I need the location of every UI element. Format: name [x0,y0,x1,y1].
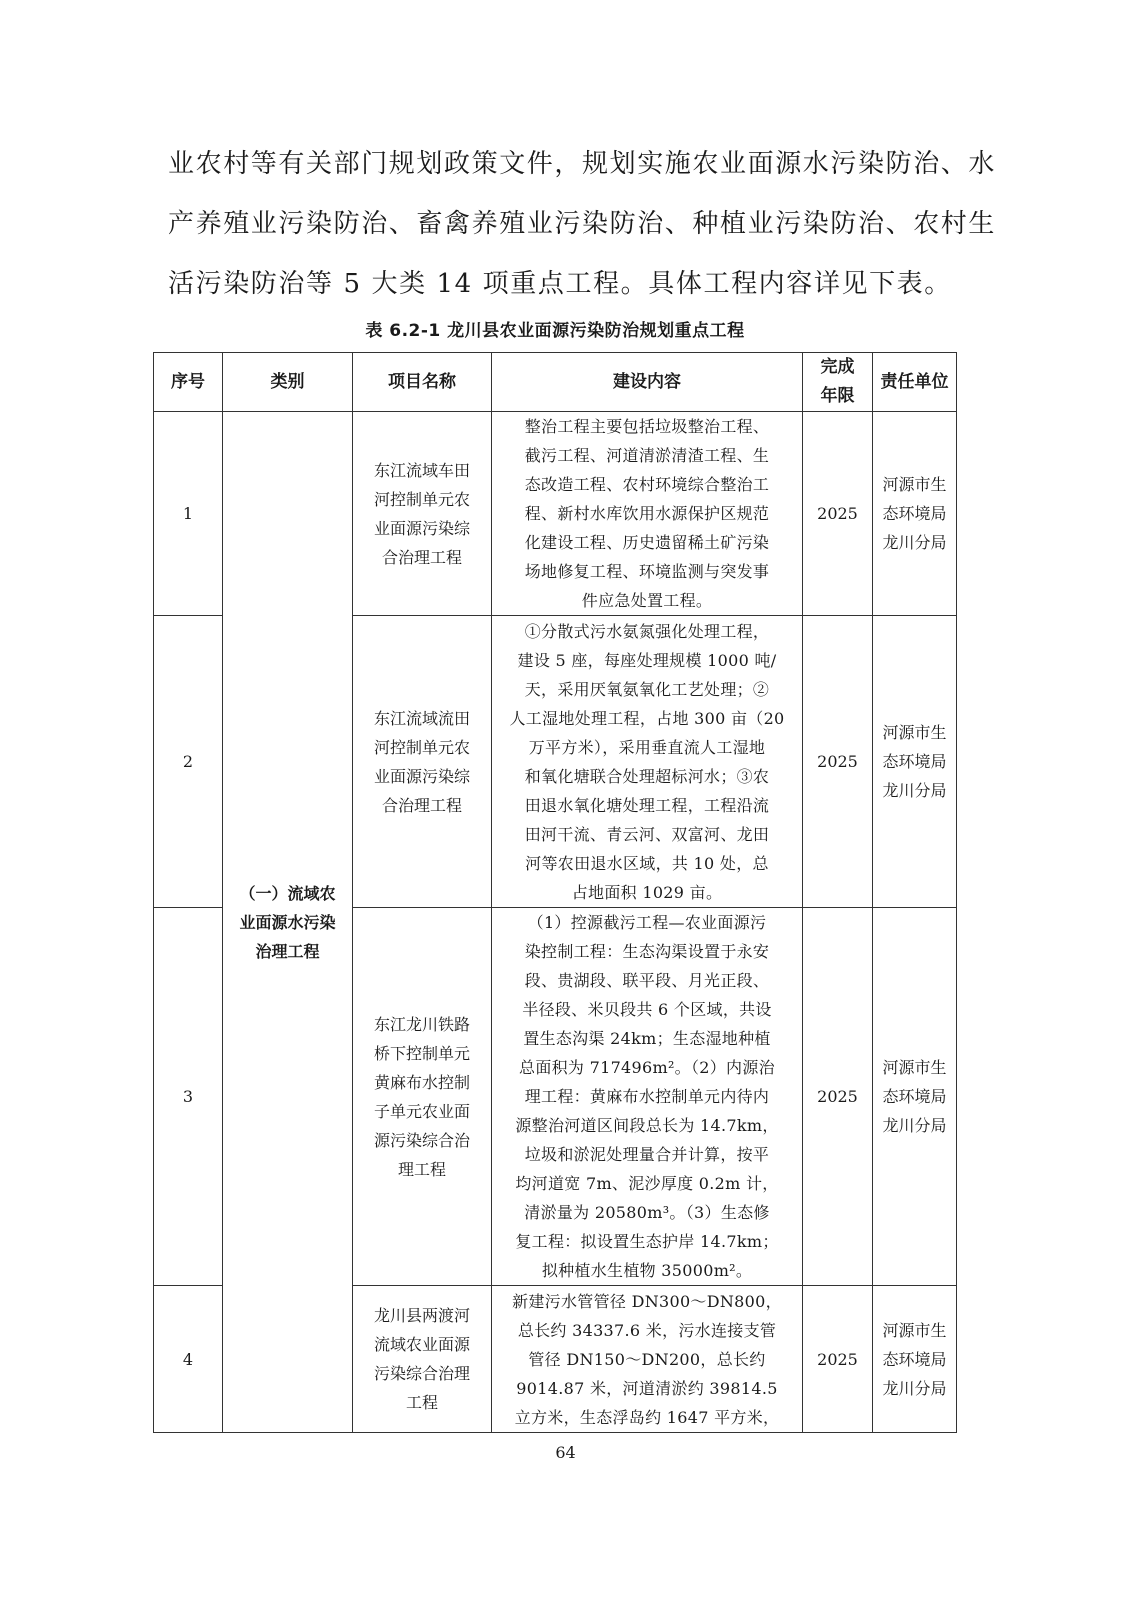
content-line: 立方米，生态浮岛约 1647 平方米， [514,1407,780,1427]
page-number: 64 [555,1443,576,1462]
content-line: 管径 DN150～DN200，总长约 [528,1349,766,1369]
content-line: 新建污水管管径 DN300～DN800， [512,1291,782,1311]
content-line: 和氧化塘联合处理超标河水；③农 [524,766,770,786]
content-line: 半径段、米贝段共 6 个区域，共设 [522,1000,772,1019]
content-line: 程、新村水库饮用水源保护区规范 [524,504,770,523]
header-seq: 序号 [154,353,223,412]
unit-line: 龙川分局 [882,781,947,800]
name-line: 源污染综合治 [373,1130,470,1150]
cell-content [492,908,803,1286]
content-line: 河等农田退水区域，共 10 处，总 [525,853,769,873]
intro-paragraph [168,134,997,314]
cell-project-name [353,908,492,1286]
name-line: 东江龙川铁路 [373,1014,470,1034]
content-line: 源整治河道区间段总长为 14.7km， [515,1116,779,1135]
cell-year: 2025 [803,1286,873,1433]
header-deadline [803,353,873,412]
content-line: 占地面积 1029 亩。 [571,882,723,902]
paragraph-line: 活污染防治等 5 大类 14 项重点工程。具体工程内容详见下表。 [168,269,952,299]
unit-line: 态环境局 [882,1349,947,1369]
content-line: 件应急处置工程。 [581,591,713,610]
unit-line: 河源市生 [882,723,947,742]
projects-table [153,352,957,1433]
content-line: 清淤量为 20580m³。（3）生态修 [524,1203,770,1222]
paragraph-line: 业农村等有关部门规划政策文件，规划实施农业面源水污染防治、水 [168,149,997,179]
unit-line: 态环境局 [882,752,947,771]
header-name: 项目名称 [353,353,492,412]
unit-line: 河源市生 [882,1058,947,1077]
content-line: 田退水氧化塘处理工程，工程沿流 [524,795,770,815]
content-line: 万平方米），采用垂直流人工湿地 [528,737,766,757]
header-category: 类别 [223,353,353,412]
cell-unit [873,412,957,616]
table-header-row [154,353,957,412]
cell-project-name [353,1286,492,1433]
paragraph-line: 产养殖业污染防治、畜禽养殖业污染防治、种植业污染防治、农村生 [168,209,997,239]
content-line: 段、贵湖段、联平段、月光正段、 [524,971,770,990]
cell-seq: 2 [154,616,223,908]
cell-category [223,412,353,1433]
cell-year: 2025 [803,412,873,616]
cell-seq: 4 [154,1286,223,1433]
content-line: （1）控源截污工程—农业面源污 [527,913,767,932]
content-line: 复工程：拟设置生态护岸 14.7km； [515,1232,779,1251]
unit-line: 河源市生 [882,1320,947,1340]
category-line: 业面源水污染 [239,912,336,932]
cell-unit [873,1286,957,1433]
content-line: 建设 5 座，每座处理规模 1000 吨/ [517,650,777,670]
content-line: 9014.87 米，河道清淤约 39814.5 [516,1378,778,1398]
cell-year: 2025 [803,616,873,908]
content-line: 染控制工程：生态沟渠设置于永安 [524,942,770,961]
content-line: 垃圾和淤泥处理量合并计算，按平 [524,1145,770,1164]
cell-unit [873,908,957,1286]
name-line: 业面源污染综 [373,766,470,786]
name-line: 黄麻布水控制 [373,1072,470,1092]
name-line: 龙川县两渡河 [373,1306,470,1325]
content-line: 化建设工程、历史遗留稀土矿污染 [524,533,770,552]
name-line: 河控制单元农 [373,489,470,509]
cell-seq: 1 [154,412,223,616]
content-line: 拟种植水生植物 35000m²。 [541,1261,753,1280]
content-line: 人工湿地处理工程，占地 300 亩（20 [509,708,785,728]
category-line: 治理工程 [255,941,320,961]
content-line: 态改造工程、农村环境综合整治工 [524,475,770,494]
name-line: 工程 [405,1393,438,1412]
cell-content [492,412,803,616]
name-line: 合治理工程 [381,795,462,815]
cell-project-name [353,616,492,908]
content-line: 天，采用厌氧氨氧化工艺处理；② [524,679,770,699]
name-line: 东江流域车田 [373,460,470,480]
content-line: 总面积为 717496m²。（2）内源治 [519,1058,775,1077]
unit-line: 龙川分局 [882,1116,947,1135]
table-caption: 表 6.2-1 龙川县农业面源污染防治规划重点工程 [365,321,745,341]
content-line: 总长约 34337.6 米，污水连接支管 [517,1320,777,1340]
category-line: （一）流域农 [239,883,336,903]
content-line: 均河道宽 7m、泥沙厚度 0.2m 计， [515,1174,779,1193]
name-line: 东江流域流田 [373,708,470,728]
header-unit: 责任单位 [873,353,957,412]
content-line: 整治工程主要包括垃圾整治工程、 [524,417,770,436]
unit-line: 河源市生 [882,475,947,494]
name-line: 桥下控制单元 [373,1043,470,1063]
cell-unit [873,616,957,908]
name-line: 流域农业面源 [373,1335,470,1354]
cell-project-name [353,412,492,616]
name-line: 理工程 [397,1159,446,1179]
header-content: 建设内容 [492,353,803,412]
content-line: 截污工程、河道清淤清渣工程、生 [524,446,770,465]
content-line: 理工程：黄麻布水控制单元内待内 [524,1087,770,1106]
content-line: ①分散式污水氨氮强化处理工程， [524,621,770,641]
cell-content [492,1286,803,1433]
name-line: 合治理工程 [381,547,462,567]
unit-line: 龙川分局 [882,1378,947,1398]
header-deadline-line2: 年限 [820,386,855,406]
content-line: 置生态沟渠 24km；生态湿地种植 [523,1029,771,1048]
name-line: 污染综合治理 [373,1364,470,1383]
cell-seq: 3 [154,908,223,1286]
name-line: 子单元农业面 [373,1101,470,1121]
unit-line: 态环境局 [882,1087,947,1106]
unit-line: 龙川分局 [882,533,947,552]
name-line: 业面源污染综 [373,518,470,538]
content-line: 田河干流、青云河、双富河、龙田 [524,824,770,844]
unit-line: 态环境局 [882,504,947,523]
name-line: 河控制单元农 [373,737,470,757]
cell-year: 2025 [803,908,873,1286]
cell-content [492,616,803,908]
content-line: 场地修复工程、环境监测与突发事 [524,562,770,581]
header-deadline-line1: 完成 [820,357,855,377]
table-row [154,412,957,616]
